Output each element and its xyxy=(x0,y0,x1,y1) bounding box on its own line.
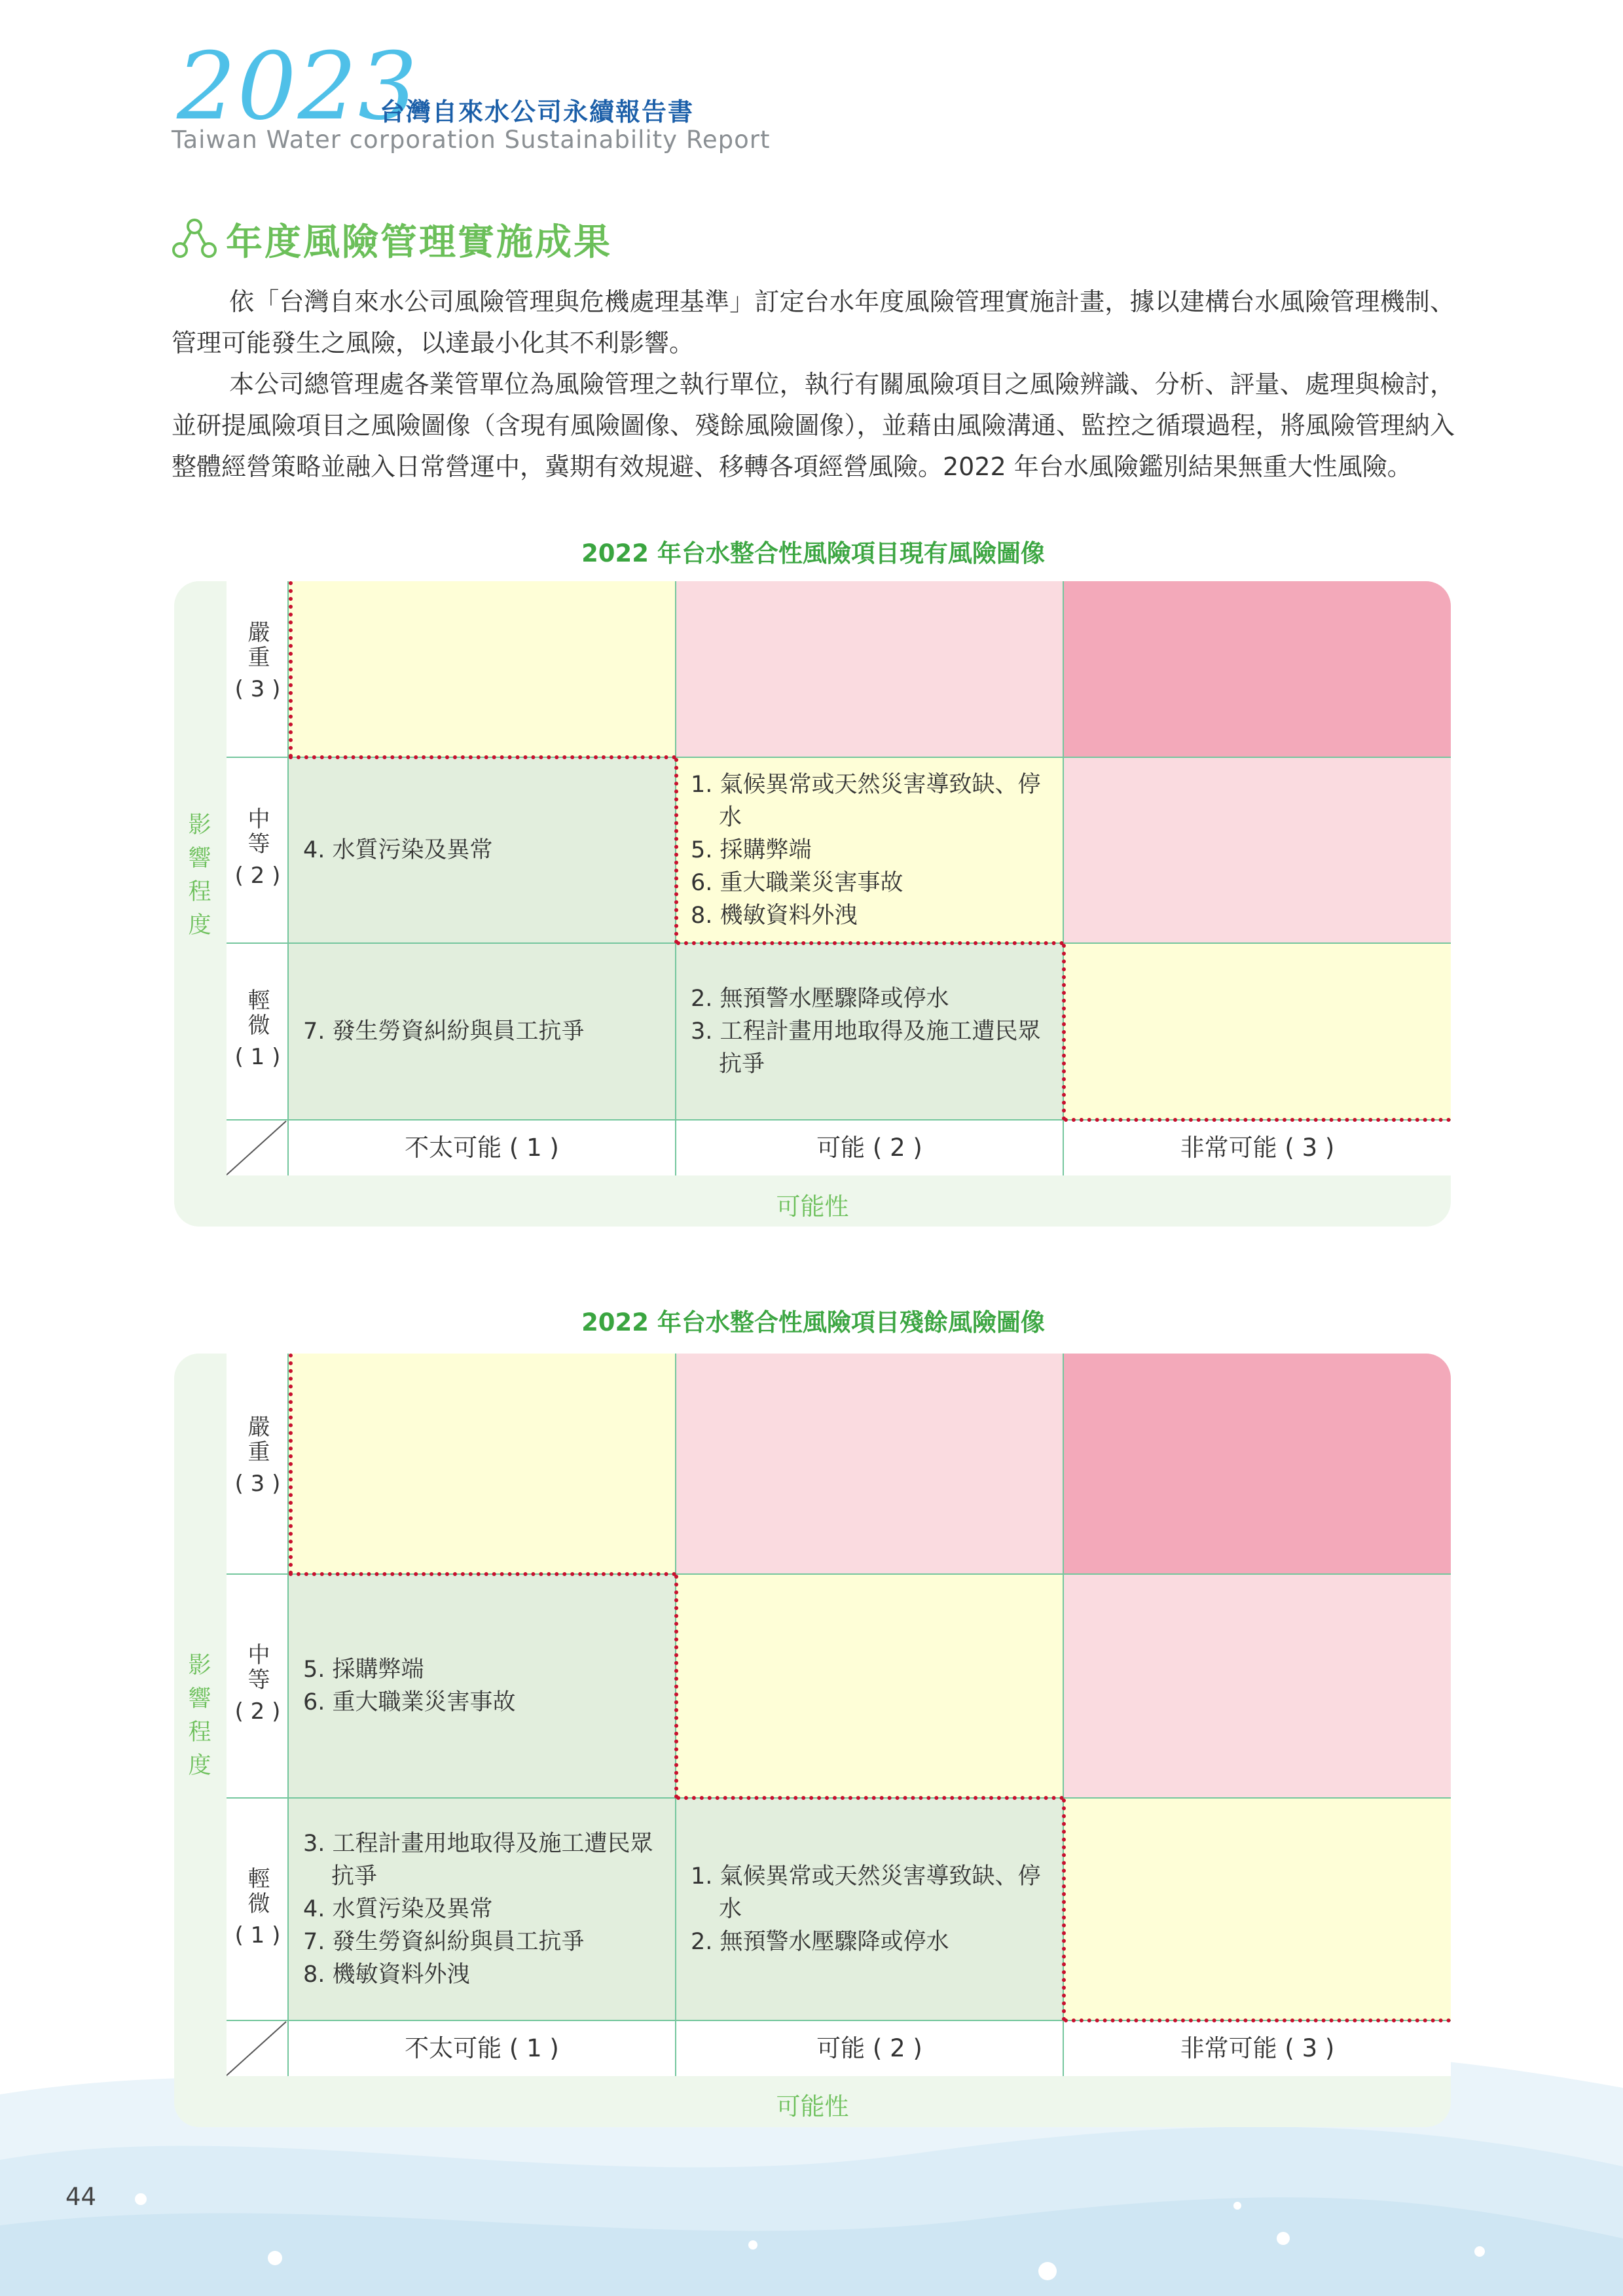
y-axis-label xyxy=(183,809,216,942)
row-label-score: ( 3 ) xyxy=(234,676,281,702)
risk-items xyxy=(303,834,662,867)
col-label: 可能 ( 2 ) xyxy=(816,2034,922,2062)
cell-moderate-unlikely xyxy=(289,1575,676,1799)
report-title: 台灣自來水公司永續報告書 xyxy=(380,98,695,126)
risk-matrix-residual xyxy=(174,1354,1451,2127)
y-axis-char: 響 xyxy=(188,846,211,872)
paragraph: 本公司總管理處各業管單位為風險管理之執行單位，執行有關風險項目之風險辨識、分析、評量、處理與檢討，並研提風險項目之風險圖像（含現有風險圖像、殘餘風險圖像），並藉由風險溝通、監控之循環過程，將風險管理納入整體經營策略並融入日常營運中，冀期有效規避、移轉各項經營風險。2022 年台水風險鑑別結果無重大性風險。 xyxy=(172,370,1455,481)
risk-boundary xyxy=(289,1354,293,1575)
row-label-minor xyxy=(227,944,289,1121)
x-axis-label: 可能性 xyxy=(776,1193,849,1221)
risk-items xyxy=(691,768,1049,932)
risk-matrix-current xyxy=(174,581,1451,1227)
risk-items xyxy=(303,1827,662,1991)
risk-item: 7. 發生勞資糾紛與員工抗爭 xyxy=(303,1929,585,1955)
risk-boundary xyxy=(676,1796,1064,1800)
risk-item: 6. 重大職業災害事故 xyxy=(303,1689,516,1715)
risk-item: 2. 無預警水壓驟降或停水 xyxy=(691,1929,949,1955)
cell-minor-unlikely xyxy=(289,1799,676,2021)
y-axis-char: 影 xyxy=(188,1653,211,1679)
cell-minor-possible xyxy=(676,1799,1064,2021)
row-label-name: 輕微 xyxy=(247,1866,270,1917)
risk-item: 5. 採購弊端 xyxy=(303,1657,424,1683)
col-label: 不太可能 ( 1 ) xyxy=(405,1134,559,1162)
risk-item: 3. 工程計畫用地取得及施工遭民眾抗爭 xyxy=(691,1018,1041,1077)
cell-severe-unlikely xyxy=(289,1354,676,1575)
risk-items xyxy=(303,1015,662,1048)
cell-moderate-unlikely xyxy=(289,758,676,944)
cell-severe-possible xyxy=(676,581,1064,758)
body-text xyxy=(172,281,1455,488)
row-label-name: 輕微 xyxy=(247,988,270,1039)
col-label-possible xyxy=(676,1121,1064,1175)
row-label-moderate xyxy=(227,1575,289,1799)
risk-item: 4. 水質污染及異常 xyxy=(303,837,493,863)
col-label-possible xyxy=(676,2021,1064,2076)
risk-item: 7. 發生勞資糾紛與員工抗爭 xyxy=(303,1018,585,1045)
row-label-score: ( 1 ) xyxy=(234,1044,281,1070)
col-label: 非常可能 ( 3 ) xyxy=(1180,1134,1335,1162)
cell-minor-likely xyxy=(1064,944,1451,1121)
risk-boundary xyxy=(674,1575,678,1799)
risk-item: 1. 氣候異常或天然災害導致缺、停水 xyxy=(691,772,1041,831)
cell-severe-likely xyxy=(1064,581,1451,758)
cell-severe-unlikely xyxy=(289,581,676,758)
matrix-grid xyxy=(227,1354,1451,2076)
report-subtitle: Taiwan Water corporation Sustainability Report xyxy=(172,126,771,154)
y-axis-char: 度 xyxy=(188,912,211,939)
cell-moderate-likely xyxy=(1064,758,1451,944)
cell-minor-possible xyxy=(676,944,1064,1121)
row-label-moderate xyxy=(227,758,289,944)
network-icon xyxy=(172,217,217,260)
y-axis-char: 度 xyxy=(188,1753,211,1779)
col-label: 非常可能 ( 3 ) xyxy=(1180,2034,1335,2062)
y-axis-char: 程 xyxy=(188,879,211,905)
risk-boundary xyxy=(289,1572,676,1576)
matrix-grid xyxy=(227,581,1451,1175)
risk-item: 5. 採購弊端 xyxy=(691,837,812,863)
risk-item: 2. 無預警水壓驟降或停水 xyxy=(691,986,949,1012)
risk-items xyxy=(691,1860,1049,1958)
cell-minor-likely xyxy=(1064,1799,1451,2021)
row-label-name: 嚴重 xyxy=(247,620,270,671)
row-label-name: 中等 xyxy=(247,806,270,857)
cell-minor-unlikely xyxy=(289,944,676,1121)
col-label-unlikely xyxy=(289,1121,676,1175)
row-label-severe xyxy=(227,581,289,758)
risk-boundary xyxy=(1062,1799,1066,2021)
risk-boundary xyxy=(1062,944,1066,1121)
risk-boundary xyxy=(1064,1118,1451,1122)
row-label-minor xyxy=(227,1799,289,2021)
row-label-score: ( 2 ) xyxy=(234,863,281,889)
cell-moderate-likely xyxy=(1064,1575,1451,1799)
y-axis-char: 影 xyxy=(188,812,211,838)
y-axis-char: 響 xyxy=(188,1686,211,1712)
chart-title: 2022 年台水整合性風險項目現有風險圖像 xyxy=(581,539,1045,567)
row-label-score: ( 2 ) xyxy=(234,1698,281,1725)
y-axis-char: 程 xyxy=(188,1719,211,1746)
risk-item: 6. 重大職業災害事故 xyxy=(691,870,903,896)
risk-item: 8. 機敏資料外洩 xyxy=(691,903,858,929)
risk-item: 4. 水質污染及異常 xyxy=(303,1896,493,1922)
row-label-severe xyxy=(227,1354,289,1575)
risk-items xyxy=(303,1653,662,1719)
page-number: 44 xyxy=(65,2183,97,2211)
risk-item: 3. 工程計畫用地取得及施工遭民眾抗爭 xyxy=(303,1831,653,1890)
col-label-unlikely xyxy=(289,2021,676,2076)
chart-title: 2022 年台水整合性風險項目殘餘風險圖像 xyxy=(581,1308,1045,1336)
risk-boundary xyxy=(676,941,1064,945)
risk-boundary xyxy=(674,758,678,944)
cell-moderate-possible xyxy=(676,758,1064,944)
y-axis-label xyxy=(183,1649,216,1783)
risk-items xyxy=(691,982,1049,1081)
col-label-likely xyxy=(1064,2021,1451,2076)
cell-severe-possible xyxy=(676,1354,1064,1575)
risk-item: 1. 氣候異常或天然災害導致缺、停水 xyxy=(691,1863,1041,1922)
report-year: 2023 xyxy=(177,33,419,141)
risk-boundary xyxy=(289,755,676,759)
risk-boundary xyxy=(289,581,293,758)
row-label-name: 中等 xyxy=(247,1642,270,1693)
row-label-score: ( 3 ) xyxy=(234,1471,281,1497)
risk-item: 8. 機敏資料外洩 xyxy=(303,1962,470,1988)
row-label-score: ( 1 ) xyxy=(234,1922,281,1948)
x-axis-label: 可能性 xyxy=(776,2092,849,2121)
section-heading: 年度風險管理實施成果 xyxy=(226,221,612,264)
cell-severe-likely xyxy=(1064,1354,1451,1575)
col-label-likely xyxy=(1064,1121,1451,1175)
row-label-name: 嚴重 xyxy=(247,1414,270,1465)
corner-diagonal xyxy=(227,2021,289,2076)
paragraph: 依「台灣自來水公司風險管理與危機處理基準」訂定台水年度風險管理實施計畫，據以建構台水風險管理機制、管理可能發生之風險，以達最小化其不利影響。 xyxy=(172,287,1455,357)
col-label: 可能 ( 2 ) xyxy=(816,1134,922,1162)
risk-boundary xyxy=(1064,2018,1451,2022)
cell-moderate-possible xyxy=(676,1575,1064,1799)
col-label: 不太可能 ( 1 ) xyxy=(405,2034,559,2062)
corner-diagonal xyxy=(227,1121,289,1175)
